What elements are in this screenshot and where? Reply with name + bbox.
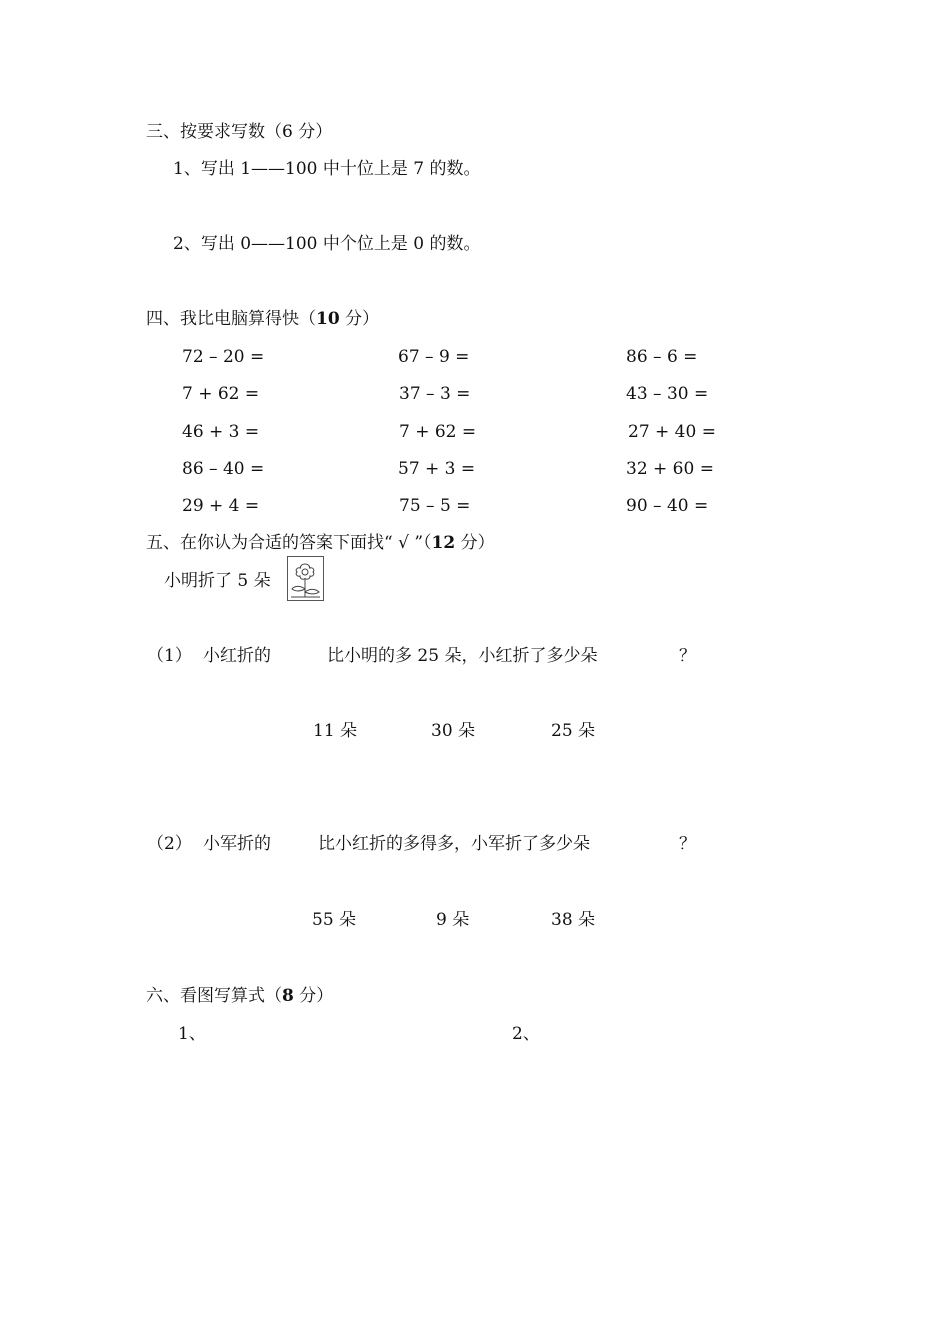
answer-option[interactable]: 30 朵 xyxy=(431,721,476,741)
arith-problem: 72 – 20 = xyxy=(182,347,265,367)
arith-problem: 90 – 40 = xyxy=(626,496,709,516)
arith-problem: 86 – 6 = xyxy=(626,347,698,367)
section4-title xyxy=(146,308,379,330)
section5-title xyxy=(146,532,495,554)
arith-problem: 67 – 9 = xyxy=(398,347,470,367)
section4-points: 10 xyxy=(316,309,340,329)
section5-points: 12 xyxy=(431,533,456,553)
section6-title xyxy=(146,985,333,1007)
section3-title xyxy=(146,121,332,143)
answer-option[interactable]: 11 朵 xyxy=(313,721,358,741)
arith-problem: 86 – 40 = xyxy=(182,459,265,479)
section3-title-pre: 三、按要求写数（ xyxy=(146,122,282,142)
section6-points: 8 xyxy=(282,986,294,1006)
arith-problem: 27 + 40 = xyxy=(628,422,716,442)
arith-problem: 57 + 3 = xyxy=(398,459,476,479)
arith-problem: 37 – 3 = xyxy=(399,384,471,404)
question-1-text-b: 比小明的多 25 朵，小红折了多少朵 xyxy=(327,646,598,666)
answer-option[interactable]: 38 朵 xyxy=(551,910,596,930)
section5-intro: 小明折了 5 朵 xyxy=(164,571,271,591)
section4-title-pre: 四、我比电脑算得快（ xyxy=(146,309,316,329)
question-1-mark: ？ xyxy=(679,646,696,666)
section6-item-2: 2、 xyxy=(512,1024,540,1044)
section4-title-post: 分） xyxy=(339,309,380,329)
section5-title-post: 分） xyxy=(455,533,495,553)
section3-question-1: 1、写出 1——100 中十位上是 7 的数。 xyxy=(173,159,481,179)
answer-option[interactable]: 25 朵 xyxy=(551,721,596,741)
answer-option[interactable]: 55 朵 xyxy=(312,910,357,930)
arith-problem: 32 + 60 = xyxy=(626,459,714,479)
arith-problem: 7 + 62 = xyxy=(399,422,477,442)
section6-item-1: 1、 xyxy=(178,1024,206,1044)
section5-title-pre: 五、在你认为合适的答案下面找“ √ ”（ xyxy=(146,533,432,553)
arith-problem: 29 + 4 = xyxy=(182,496,260,516)
flower-icon xyxy=(287,556,324,601)
section6-title-post: 分） xyxy=(293,986,334,1006)
question-1-text-a: 小红折的 xyxy=(203,646,271,666)
question-2-text-a: 小军折的 xyxy=(203,834,271,854)
arith-problem: 43 – 30 = xyxy=(626,384,709,404)
question-2-mark: ？ xyxy=(679,834,696,854)
section3-title-post: 分） xyxy=(292,122,333,142)
question-1-number: （1） xyxy=(147,646,192,666)
arith-problem: 75 – 5 = xyxy=(399,496,471,516)
section6-title-pre: 六、看图写算式（ xyxy=(146,986,282,1006)
section3-question-2: 2、写出 0——100 中个位上是 0 的数。 xyxy=(173,234,481,254)
arith-problem: 46 + 3 = xyxy=(182,422,260,442)
answer-option[interactable]: 9 朵 xyxy=(436,910,470,930)
section3-points: 6 xyxy=(282,122,293,142)
question-2-number: （2） xyxy=(147,834,192,854)
arith-problem: 7 + 62 = xyxy=(182,384,260,404)
question-2-text-b: 比小红折的多得多，小军折了多少朵 xyxy=(318,834,590,854)
